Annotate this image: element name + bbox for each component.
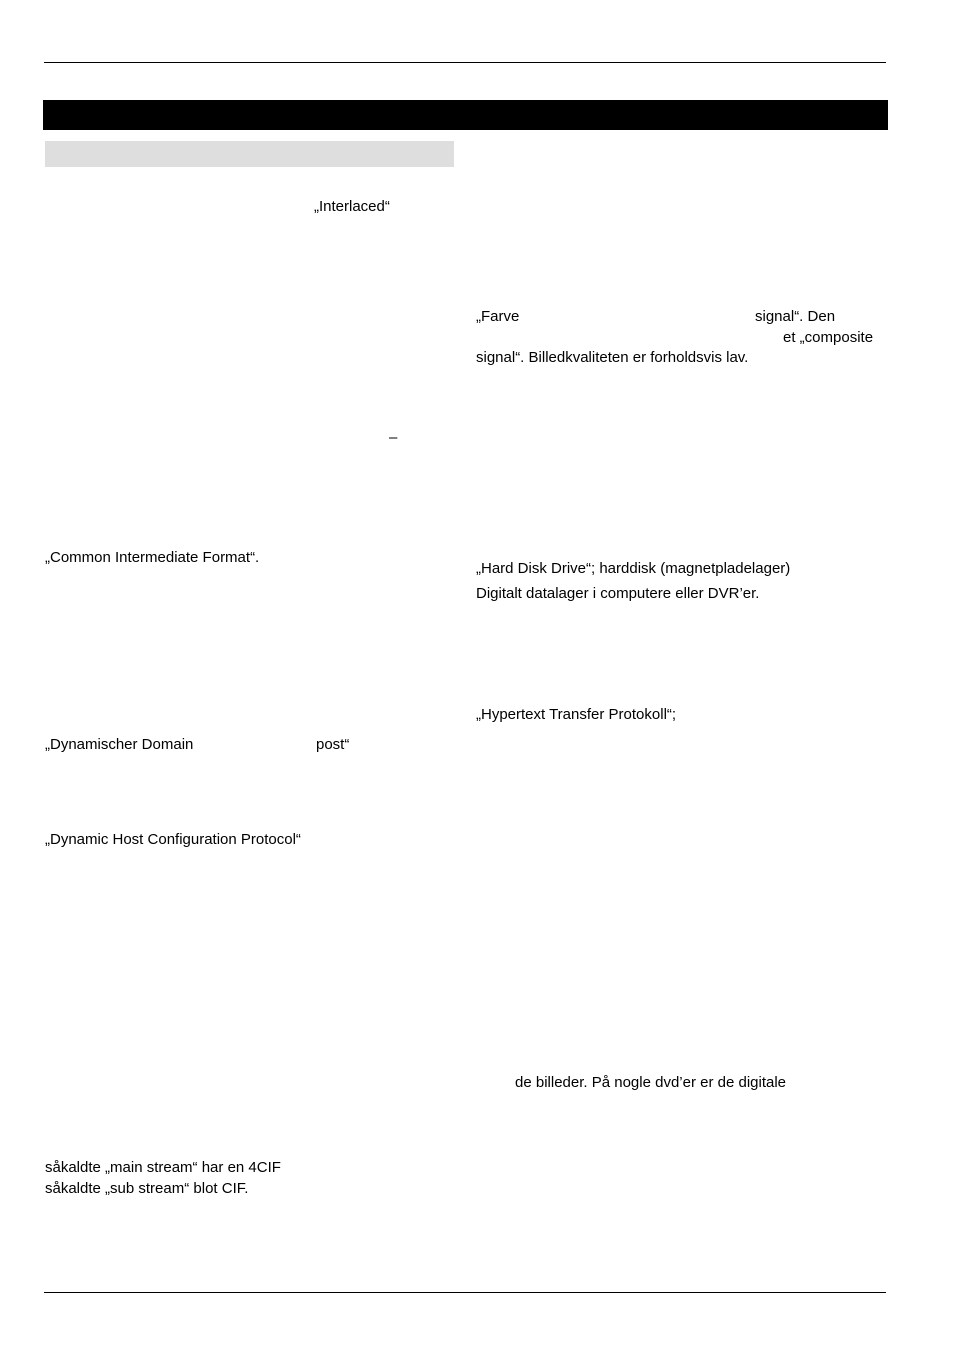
- header-rule: [44, 62, 886, 63]
- section-header-bar: [43, 100, 888, 130]
- farve-signal-text: signal“. Den: [755, 308, 836, 325]
- dyndns-definition-end: post“: [316, 736, 350, 753]
- main-stream-text: såkaldte „main stream“ har en 4CIF: [45, 1159, 281, 1176]
- dvd-text: de billeder. På nogle dvd’er er de digitale: [515, 1074, 787, 1091]
- subsection-header-bar: [45, 141, 454, 167]
- hdd-term: „Hard Disk Drive“; harddisk (magnetpladelager): [476, 560, 791, 577]
- hdd-description: Digitalt datalager i computere eller DVR’er.: [476, 585, 760, 602]
- quality-text: signal“. Billedkvaliteten er forholdsvis lav.: [476, 349, 749, 366]
- farve-term: „Farve: [476, 308, 520, 325]
- dhcp-definition: „Dynamic Host Configuration Protocol“: [45, 831, 301, 848]
- dash-fragment: –: [389, 429, 398, 446]
- footer-rule: [44, 1292, 886, 1293]
- sub-stream-text: såkaldte „sub stream“ blot CIF.: [45, 1180, 249, 1197]
- cif-definition: „Common Intermediate Format“.: [45, 549, 260, 566]
- composite-text: et „composite: [783, 329, 874, 346]
- interlaced-term: „Interlaced“: [314, 198, 390, 215]
- http-term: „Hypertext Transfer Protokoll“;: [476, 706, 677, 723]
- dyndns-definition-start: „Dynamischer Domain: [45, 736, 194, 753]
